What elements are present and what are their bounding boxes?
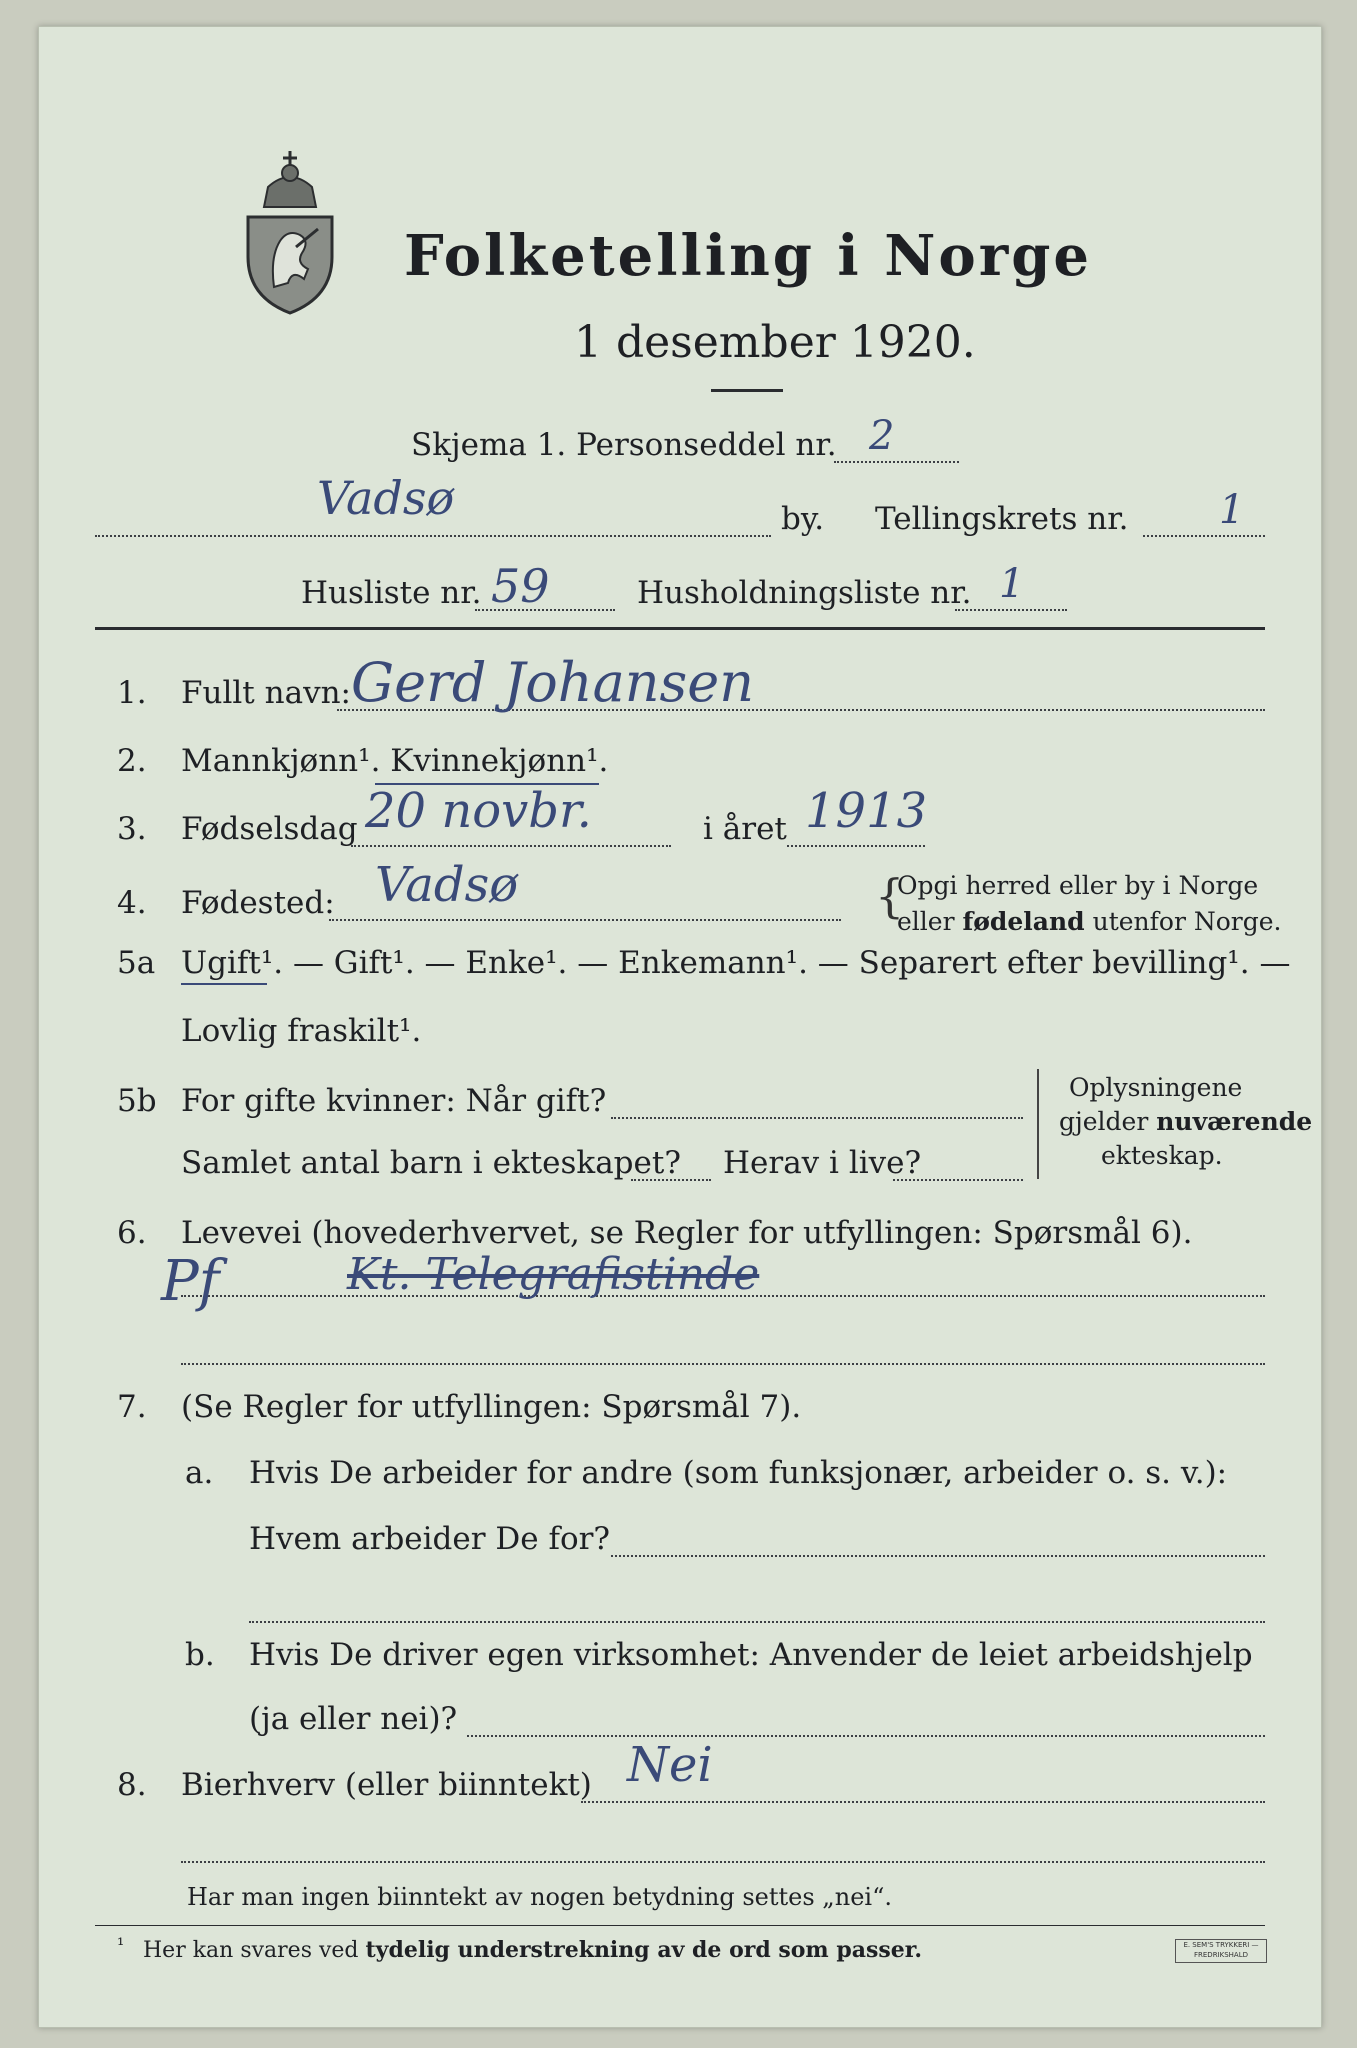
tellingskrets-label: Tellingskrets nr. bbox=[875, 501, 1129, 537]
skjema-label: Skjema 1. Personseddel nr. bbox=[411, 427, 837, 463]
q5b-i-live-line bbox=[893, 1179, 1023, 1181]
q5a-underline-ugift bbox=[181, 983, 267, 985]
q5b-note-line1: Oplysningene bbox=[1069, 1073, 1243, 1102]
q3-label: Fødselsdag bbox=[181, 811, 358, 847]
q7b-field-line bbox=[467, 1735, 1265, 1737]
q3-year-value: 1913 bbox=[805, 783, 928, 839]
q2-number: 2. bbox=[117, 743, 147, 779]
personseddel-field-line bbox=[834, 461, 959, 463]
q6-value-a: Pf bbox=[161, 1249, 220, 1314]
q4-value: Vadsø bbox=[375, 857, 519, 913]
tellingskrets-field-line bbox=[1143, 535, 1265, 537]
by-value: Vadsø bbox=[317, 471, 455, 525]
q3-year-label: i året bbox=[703, 811, 787, 847]
q6-field-line-2 bbox=[181, 1363, 1265, 1365]
q3-field-line bbox=[351, 845, 671, 847]
husholdningsliste-field-line bbox=[955, 609, 1067, 611]
q7b-letter: b. bbox=[185, 1637, 215, 1673]
footnote-text: Her kan svares ved tydelig understrekning av de ord som passer. bbox=[143, 1937, 923, 1963]
q4-number: 4. bbox=[117, 885, 147, 921]
q4-brace: { bbox=[875, 869, 905, 923]
footnote-mark: ¹ bbox=[117, 1935, 125, 1956]
q5b-bracket bbox=[1037, 1069, 1039, 1179]
q5b-line2a: Samlet antal barn i ekteskapet? bbox=[181, 1145, 681, 1181]
husliste-label: Husliste nr. bbox=[301, 575, 482, 611]
personseddel-value: 2 bbox=[869, 413, 895, 459]
q8-label: Bierhverv (eller biinntekt) bbox=[181, 1767, 592, 1803]
husliste-value: 59 bbox=[491, 559, 550, 613]
q8-field-line-1 bbox=[581, 1801, 1265, 1803]
norway-coat-of-arms-icon bbox=[234, 137, 346, 317]
q4-note-line2: eller fødeland utenfor Norge. bbox=[897, 907, 1282, 936]
title-divider bbox=[711, 389, 783, 392]
q3-number: 3. bbox=[117, 811, 147, 847]
q7-label: (Se Regler for utfyllingen: Spørsmål 7). bbox=[181, 1389, 802, 1425]
q5b-line2b: Herav i live? bbox=[723, 1145, 922, 1181]
q5a-line2: Lovlig fraskilt¹. bbox=[181, 1013, 422, 1049]
q6-label: Levevei (hovederhvervet, se Regler for utfyllingen: Spørsmål 6). bbox=[181, 1215, 1193, 1251]
q4-label: Fødested: bbox=[181, 885, 335, 921]
husholdningsliste-value: 1 bbox=[999, 561, 1025, 607]
q2-label: Mannkjønn¹. Kvinnekjønn¹. bbox=[181, 743, 609, 779]
q7-number: 7. bbox=[117, 1389, 147, 1425]
tellingskrets-value: 1 bbox=[1219, 487, 1245, 533]
biinntekt-note: Har man ingen biinntekt av nogen betydning settes „nei“. bbox=[187, 1883, 892, 1911]
footnote-divider bbox=[95, 1925, 1265, 1926]
printer-stamp: E. SEM'S TRYKKERI — FREDRIKSHALD bbox=[1175, 1939, 1267, 1963]
q5a-options: Ugift¹. — Gift¹. — Enke¹. — Enkemann¹. — Separert efter bevilling¹. — bbox=[181, 945, 1291, 981]
q7a-field-line-2 bbox=[249, 1621, 1265, 1623]
q7a-letter: a. bbox=[185, 1455, 214, 1491]
husholdningsliste-label: Husholdningsliste nr. bbox=[637, 575, 972, 611]
q4-field-line bbox=[329, 919, 841, 921]
q5b-barn-line bbox=[631, 1179, 711, 1181]
header-divider bbox=[95, 627, 1265, 630]
form-title: Folketelling i Norge bbox=[404, 223, 1093, 289]
q5b-line1: For gifte kvinner: Når gift? bbox=[181, 1083, 607, 1119]
q8-field-line-2 bbox=[181, 1861, 1265, 1863]
q8-number: 8. bbox=[117, 1767, 147, 1803]
q5b-naar-gift-line bbox=[611, 1117, 1023, 1119]
q5b-number: 5b bbox=[117, 1083, 157, 1119]
q1-label: Fullt navn: bbox=[181, 675, 351, 711]
q5b-note-line3: ekteskap. bbox=[1101, 1141, 1223, 1170]
form-date: 1 desember 1920. bbox=[574, 317, 976, 368]
q7b-line2: (ja eller nei)? bbox=[249, 1701, 458, 1737]
q3-value: 20 novbr. bbox=[365, 783, 592, 839]
q7a-line1: Hvis De arbeider for andre (som funksjonær, arbeider o. s. v.): bbox=[249, 1455, 1228, 1491]
q5a-number: 5a bbox=[117, 945, 156, 981]
q7b-line1: Hvis De driver egen virksomhet: Anvender de leiet arbeidshjelp bbox=[249, 1637, 1253, 1673]
q5b-note-line2: gjelder nuværende bbox=[1059, 1107, 1313, 1136]
q1-value: Gerd Johansen bbox=[351, 651, 754, 714]
q8-value: Nei bbox=[627, 1737, 713, 1793]
by-field-line bbox=[95, 535, 771, 537]
q3-year-field-line bbox=[787, 845, 925, 847]
census-form bbox=[38, 26, 1322, 2028]
q7a-field-line-1 bbox=[611, 1555, 1265, 1557]
q1-number: 1. bbox=[117, 675, 147, 711]
by-label: by. bbox=[781, 501, 825, 537]
q4-note-line1: Opgi herred eller by i Norge bbox=[897, 871, 1259, 900]
q7a-line2: Hvem arbeider De for? bbox=[249, 1521, 611, 1557]
q6-value-b: Kt. Telegrafistinde bbox=[347, 1249, 760, 1300]
q6-number: 6. bbox=[117, 1215, 147, 1251]
